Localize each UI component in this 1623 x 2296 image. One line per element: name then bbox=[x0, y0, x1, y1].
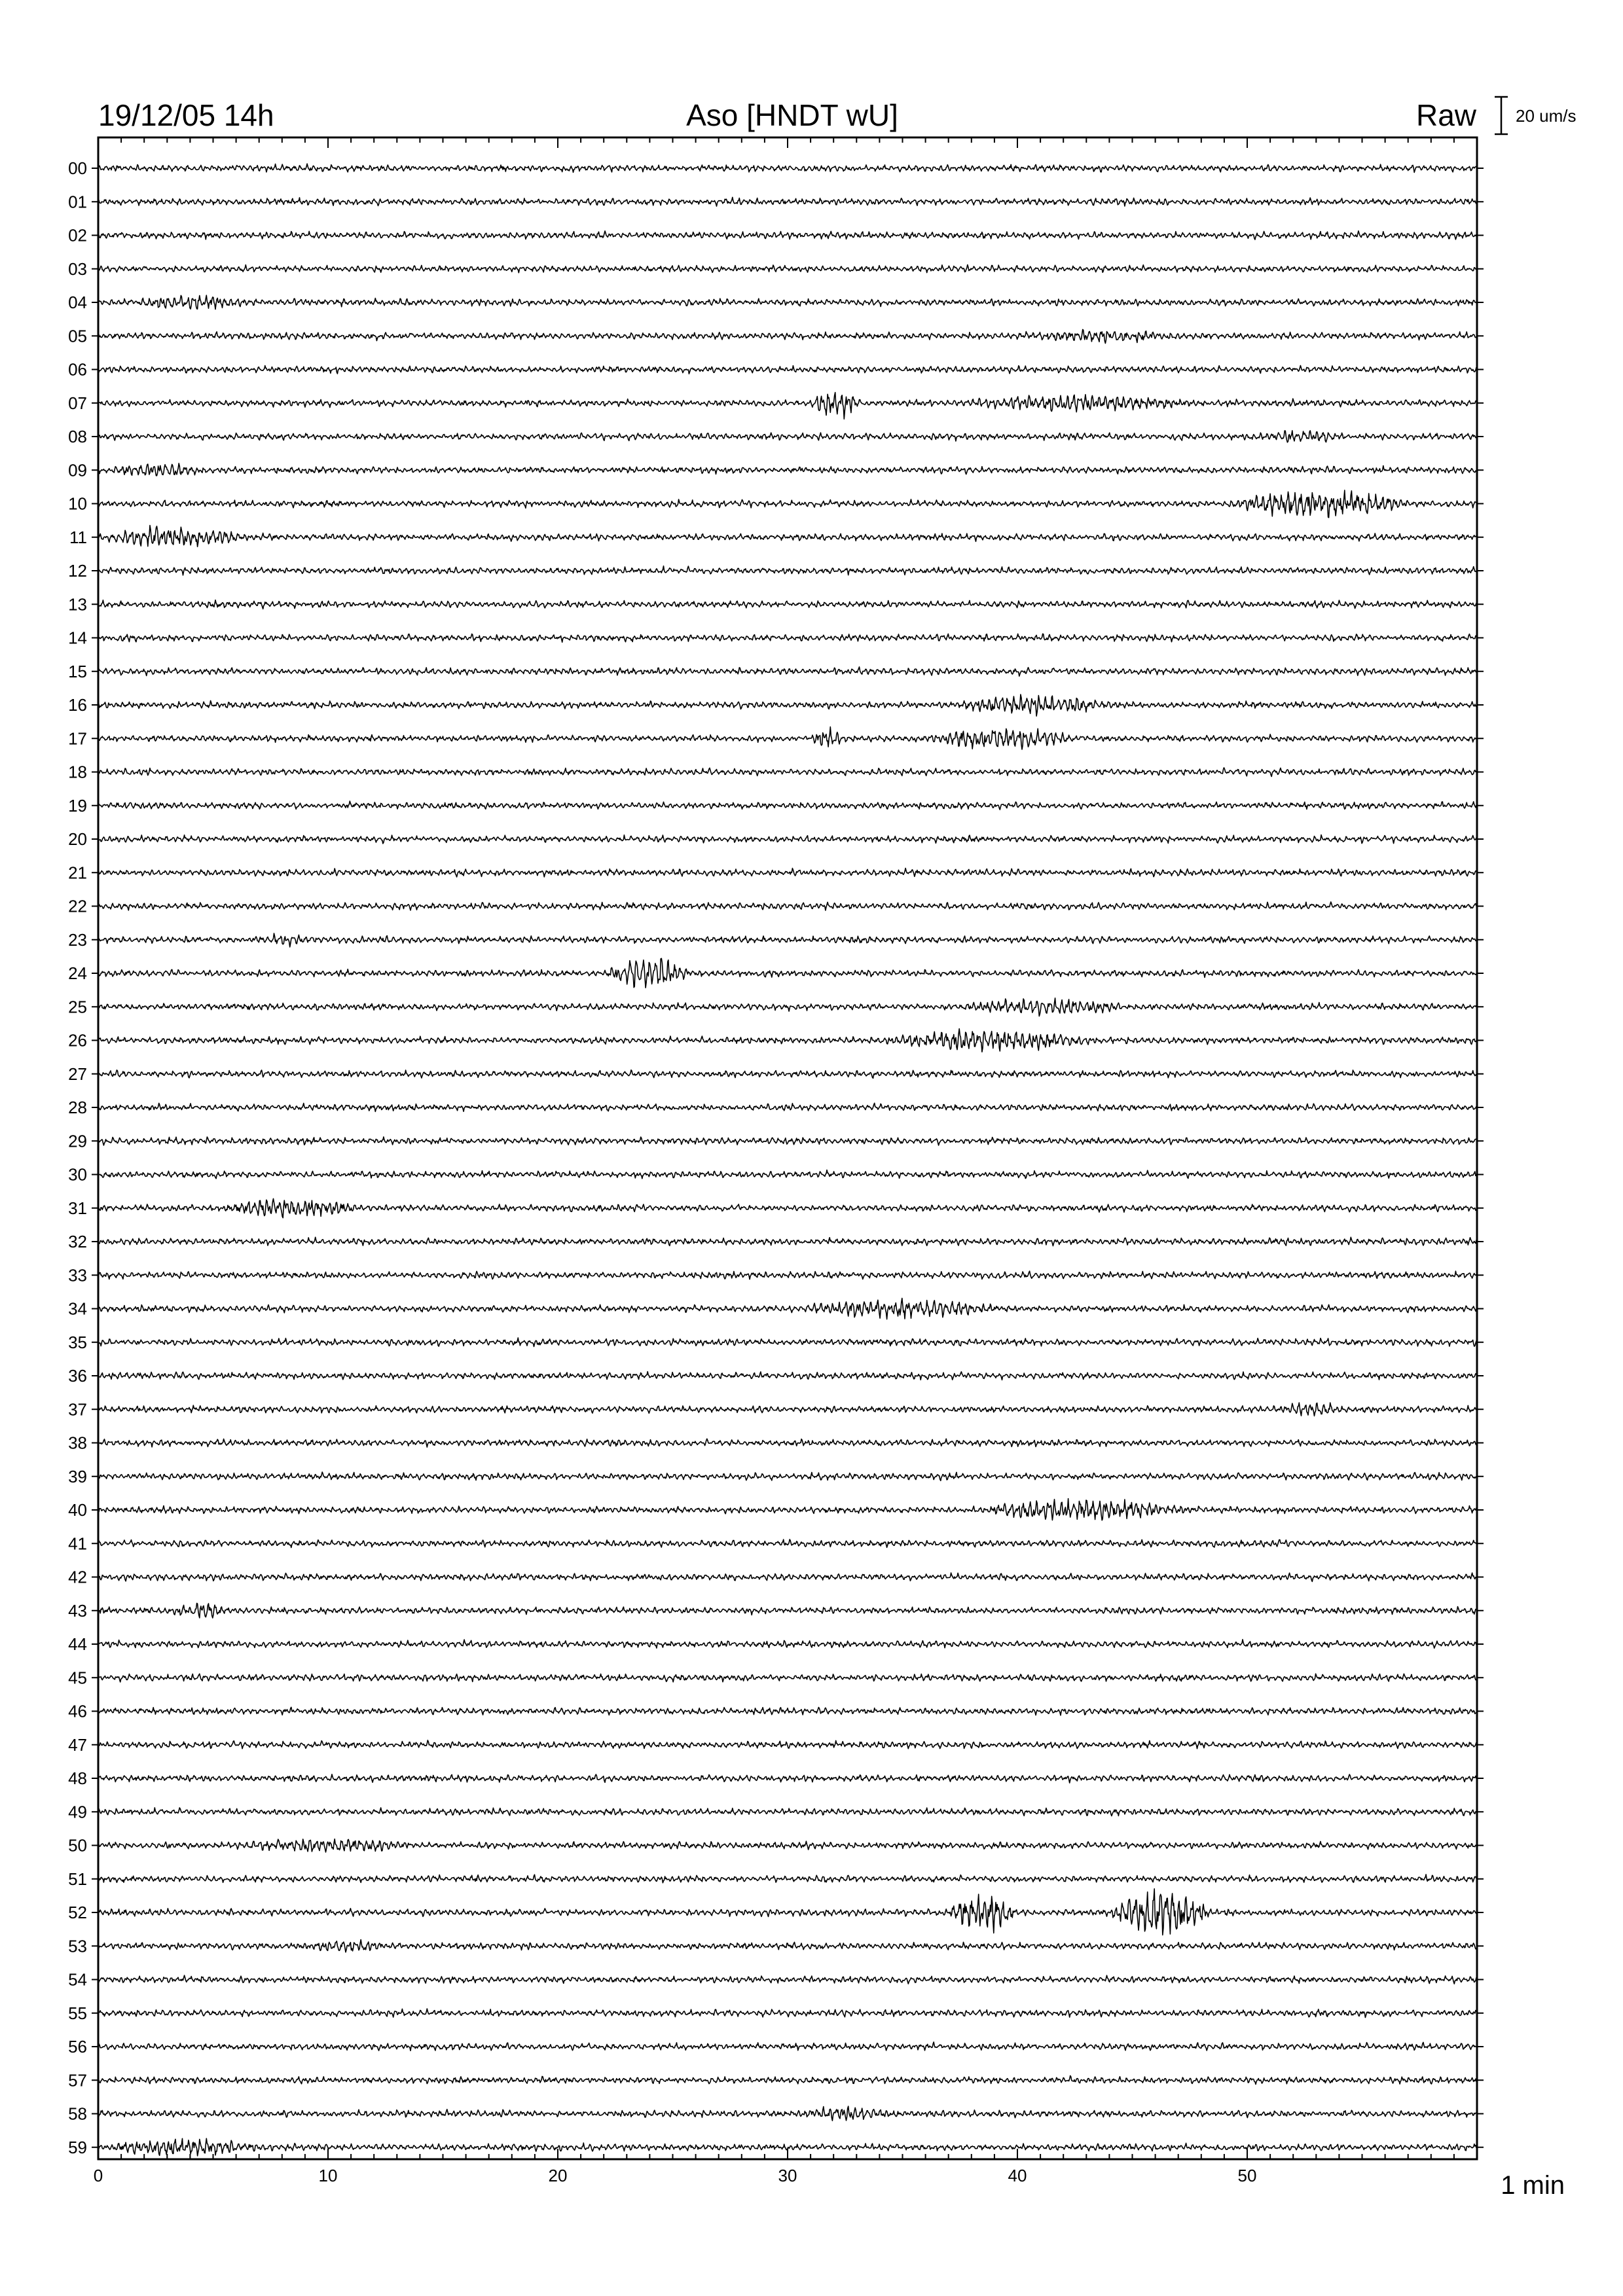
row-label-05: 05 bbox=[68, 326, 87, 346]
row-label-24: 24 bbox=[68, 963, 87, 983]
row-label-48: 48 bbox=[68, 1768, 87, 1788]
trace-row-22 bbox=[98, 902, 1476, 910]
row-label-54: 54 bbox=[68, 1969, 87, 1990]
row-label-49: 49 bbox=[68, 1802, 87, 1822]
trace-row-13 bbox=[98, 600, 1476, 609]
trace-row-11 bbox=[98, 526, 1476, 547]
trace-row-51 bbox=[98, 1874, 1476, 1883]
row-label-36: 36 bbox=[68, 1366, 87, 1386]
trace-row-06 bbox=[98, 366, 1476, 374]
trace-row-58 bbox=[98, 2106, 1476, 2121]
trace-row-28 bbox=[98, 1103, 1476, 1111]
row-label-group bbox=[68, 158, 1484, 2157]
trace-row-19 bbox=[98, 801, 1476, 810]
trace-row-55 bbox=[98, 2009, 1476, 2018]
trace-row-23 bbox=[98, 933, 1476, 947]
row-label-59: 59 bbox=[68, 2137, 87, 2157]
trace-row-17 bbox=[98, 727, 1476, 749]
row-label-33: 33 bbox=[68, 1265, 87, 1285]
row-label-34: 34 bbox=[68, 1299, 87, 1319]
trace-row-26 bbox=[98, 1029, 1476, 1052]
trace-row-53 bbox=[98, 1940, 1476, 1952]
row-label-20: 20 bbox=[68, 829, 87, 849]
row-label-06: 06 bbox=[68, 359, 87, 380]
row-label-56: 56 bbox=[68, 2037, 87, 2056]
row-label-50: 50 bbox=[68, 1835, 87, 1856]
row-label-19: 19 bbox=[68, 795, 87, 816]
trace-group bbox=[98, 164, 1476, 2156]
row-label-35: 35 bbox=[68, 1332, 87, 1352]
trace-row-45 bbox=[98, 1674, 1476, 1682]
x-tick-label-40: 40 bbox=[1008, 2166, 1027, 2185]
trace-row-29 bbox=[98, 1137, 1476, 1145]
trace-row-07 bbox=[98, 393, 1476, 420]
trace-row-40 bbox=[98, 1499, 1476, 1520]
row-label-26: 26 bbox=[68, 1030, 87, 1050]
trace-row-33 bbox=[98, 1271, 1476, 1280]
row-label-44: 44 bbox=[68, 1634, 87, 1654]
row-label-30: 30 bbox=[68, 1164, 87, 1185]
trace-row-08 bbox=[98, 431, 1476, 442]
trace-row-32 bbox=[98, 1237, 1476, 1246]
row-label-46: 46 bbox=[68, 1701, 87, 1721]
row-label-16: 16 bbox=[68, 695, 87, 715]
row-label-31: 31 bbox=[68, 1198, 87, 1218]
trace-row-02 bbox=[98, 231, 1476, 240]
row-label-57: 57 bbox=[68, 2070, 87, 2090]
row-label-27: 27 bbox=[68, 1064, 87, 1084]
trace-row-38 bbox=[98, 1439, 1476, 1447]
x-tick-label-0: 0 bbox=[93, 2166, 103, 2185]
row-label-45: 45 bbox=[68, 1668, 87, 1688]
plot-frame bbox=[98, 137, 1477, 2159]
trace-row-41 bbox=[98, 1539, 1476, 1548]
trace-row-35 bbox=[98, 1338, 1476, 1346]
row-label-42: 42 bbox=[68, 1567, 87, 1587]
row-label-00: 00 bbox=[68, 158, 87, 178]
trace-row-10 bbox=[98, 490, 1476, 518]
trace-row-34 bbox=[98, 1299, 1476, 1319]
row-label-47: 47 bbox=[68, 1734, 87, 1755]
trace-row-03 bbox=[98, 265, 1476, 273]
x-tick-label-30: 30 bbox=[778, 2166, 797, 2185]
trace-row-30 bbox=[98, 1170, 1476, 1179]
trace-row-50 bbox=[98, 1839, 1476, 1852]
row-label-40: 40 bbox=[68, 1500, 87, 1520]
row-label-14: 14 bbox=[68, 628, 87, 648]
x-axis-label: 1 min bbox=[1501, 2171, 1565, 2200]
x-tick-label-50: 50 bbox=[1237, 2166, 1257, 2185]
trace-row-25 bbox=[98, 998, 1476, 1016]
row-label-55: 55 bbox=[68, 2003, 87, 2023]
row-label-09: 09 bbox=[68, 460, 87, 480]
trace-row-01 bbox=[98, 197, 1476, 206]
trace-row-43 bbox=[98, 1604, 1476, 1619]
trace-row-54 bbox=[98, 1975, 1476, 1984]
trace-row-31 bbox=[98, 1198, 1476, 1217]
row-label-29: 29 bbox=[68, 1131, 87, 1151]
trace-row-15 bbox=[98, 667, 1476, 676]
row-label-58: 58 bbox=[68, 2104, 87, 2124]
row-label-43: 43 bbox=[68, 1600, 87, 1621]
row-label-28: 28 bbox=[68, 1098, 87, 1117]
row-label-37: 37 bbox=[68, 1399, 87, 1420]
row-label-08: 08 bbox=[68, 427, 87, 446]
row-label-04: 04 bbox=[68, 293, 87, 312]
row-label-02: 02 bbox=[68, 225, 87, 245]
mode-label: Raw bbox=[1415, 98, 1476, 132]
row-label-32: 32 bbox=[68, 1232, 87, 1251]
trace-row-24 bbox=[98, 958, 1476, 988]
trace-row-14 bbox=[98, 634, 1476, 642]
trace-row-56 bbox=[98, 2042, 1476, 2051]
row-label-17: 17 bbox=[68, 728, 87, 749]
row-label-23: 23 bbox=[68, 929, 87, 950]
row-label-39: 39 bbox=[68, 1466, 87, 1486]
trace-row-21 bbox=[98, 869, 1476, 877]
row-label-01: 01 bbox=[68, 192, 87, 212]
row-label-53: 53 bbox=[68, 1936, 87, 1956]
row-label-21: 21 bbox=[68, 863, 87, 883]
trace-row-52 bbox=[98, 1889, 1476, 1935]
trace-row-44 bbox=[98, 1640, 1476, 1648]
row-label-18: 18 bbox=[68, 762, 87, 782]
trace-row-05 bbox=[98, 329, 1476, 343]
trace-row-49 bbox=[98, 1808, 1476, 1816]
scale-label: 20 um/s bbox=[1516, 106, 1577, 126]
trace-row-57 bbox=[98, 2075, 1476, 2084]
row-label-12: 12 bbox=[68, 561, 87, 581]
row-label-22: 22 bbox=[68, 896, 87, 916]
trace-row-46 bbox=[98, 1707, 1476, 1715]
x-tick-label-10: 10 bbox=[318, 2166, 338, 2185]
trace-row-39 bbox=[98, 1472, 1476, 1480]
trace-row-04 bbox=[98, 295, 1476, 309]
row-label-11: 11 bbox=[69, 527, 87, 547]
trace-row-12 bbox=[98, 566, 1476, 575]
chart-title: Aso [HNDT wU] bbox=[686, 98, 898, 132]
trace-row-20 bbox=[98, 835, 1476, 844]
row-label-41: 41 bbox=[68, 1534, 87, 1554]
row-label-51: 51 bbox=[68, 1869, 87, 1889]
trace-row-37 bbox=[98, 1403, 1476, 1416]
amplitude-scale-bar bbox=[1495, 97, 1508, 134]
row-label-10: 10 bbox=[68, 493, 87, 514]
row-label-07: 07 bbox=[68, 393, 87, 413]
trace-row-18 bbox=[98, 768, 1476, 777]
trace-row-27 bbox=[98, 1070, 1476, 1079]
row-label-38: 38 bbox=[68, 1433, 87, 1453]
row-label-15: 15 bbox=[68, 661, 87, 681]
row-label-13: 13 bbox=[68, 594, 87, 615]
row-label-03: 03 bbox=[68, 259, 87, 279]
trace-row-00 bbox=[98, 164, 1476, 172]
trace-row-42 bbox=[98, 1573, 1476, 1581]
trace-row-36 bbox=[98, 1372, 1476, 1380]
trace-row-16 bbox=[98, 694, 1476, 716]
trace-row-48 bbox=[98, 1774, 1476, 1783]
row-label-25: 25 bbox=[68, 997, 87, 1017]
trace-row-47 bbox=[98, 1740, 1476, 1749]
x-tick-label-20: 20 bbox=[548, 2166, 568, 2185]
trace-row-09 bbox=[98, 463, 1476, 476]
header-date-hour: 19/12/05 14h bbox=[98, 98, 274, 132]
row-label-52: 52 bbox=[68, 1903, 87, 1922]
